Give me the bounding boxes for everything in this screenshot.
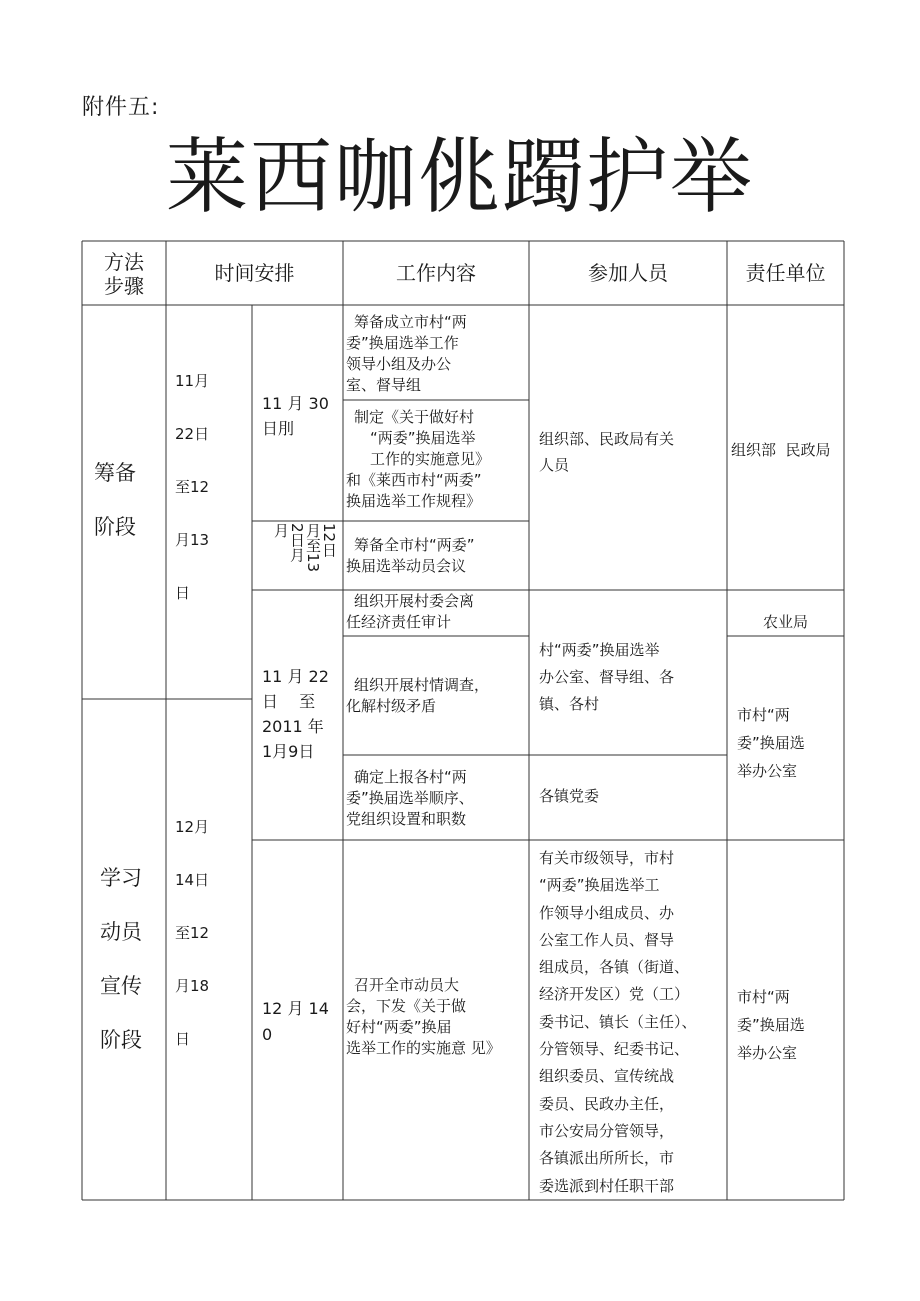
header-content: 工作内容: [396, 261, 476, 285]
participants-cell-2: [539, 637, 725, 718]
content-line: 筹备成立市村“两: [354, 313, 467, 331]
time-line: 0: [262, 1025, 273, 1044]
content-line: 组织开展村情调查，: [354, 676, 490, 694]
responsible-line: 举办公室: [737, 762, 798, 780]
time-cell-1: [262, 391, 329, 441]
header-responsible: 责任单位: [745, 261, 826, 285]
participant-line: 委选派到村任职干部: [539, 1176, 675, 1195]
time-line: 1月9日: [262, 742, 315, 761]
participant-line: 组成员，各镇（街道、: [539, 958, 690, 977]
header-method: [82, 250, 166, 298]
time-line: 日刖: [262, 419, 295, 438]
stage-2-line: 阶段: [100, 1028, 142, 1052]
content-line: 好村“两委”换届: [346, 1018, 452, 1036]
content-cell-2: [346, 407, 528, 512]
content-line: 党组织设置和职数: [346, 810, 467, 828]
content-line: 委”换届选举顺序、: [346, 789, 474, 807]
time-line: 2日月: [288, 523, 306, 563]
participant-line: 组织部、民政局有关: [539, 430, 675, 448]
page-title: 莱西咖佻躅护举: [165, 130, 754, 225]
range-line: 月18: [175, 977, 210, 995]
range-line: 12月: [175, 818, 210, 836]
responsible-cell-2: 农业局: [762, 613, 808, 631]
time-cell-4: [262, 996, 329, 1048]
range-line: 11月: [175, 372, 210, 390]
content-line: 换届选举动员会议: [346, 557, 467, 575]
participant-line: 各镇党委: [539, 787, 600, 805]
stage-1-name: [94, 446, 136, 554]
time-cell-2: [257, 523, 337, 587]
stage-2-line: 学习: [100, 866, 142, 890]
content-line: 领导小组及办公: [346, 355, 452, 373]
content-line: 选举工作的实施意 见》: [346, 1039, 501, 1057]
content-line: 确定上报各村“两: [354, 768, 467, 786]
content-line: 和《莱西市村“两委”: [346, 471, 482, 489]
responsible-line: 委”换届选: [737, 1016, 805, 1034]
time-line: 12 月 14: [262, 999, 329, 1018]
participant-line: 公室工作人员、督导: [539, 930, 675, 949]
participant-line: 委员、民政办主任，: [539, 1094, 675, 1113]
participant-line: 各镇派出所所长，市: [539, 1149, 675, 1168]
participant-line: 分管领导、纪委书记、: [539, 1040, 690, 1059]
attachment-label: 附件五:: [82, 95, 160, 120]
participant-line: 村“两委”换届选举: [539, 641, 660, 659]
range-line: 22日: [175, 425, 210, 443]
content-line: 化解村级矛盾: [346, 697, 437, 715]
time-line: 月: [272, 523, 290, 538]
participant-line: 办公室、督导组、各: [539, 668, 675, 686]
content-cell-1: [346, 312, 526, 396]
participants-cell-3: [539, 786, 725, 807]
content-cell-7: [346, 975, 528, 1059]
content-line: 筹备全市村“两委”: [354, 536, 475, 554]
time-line: 日 至: [262, 692, 316, 711]
range-line: 14日: [175, 871, 210, 889]
time-line: 11 月 22: [262, 667, 329, 686]
content-line: 任经济责任审计: [346, 613, 452, 631]
stage-1-line: 阶段: [94, 515, 136, 539]
content-line: 换届选举工作规程》: [346, 492, 482, 510]
content-cell-6: [346, 767, 526, 830]
header-method-line2: 步骤: [104, 274, 144, 298]
time-line: 2011 年: [262, 717, 324, 736]
participants-cell-4: [539, 845, 727, 1200]
responsible-cell-1: 组织部 民政局: [731, 441, 831, 459]
content-line: 召开全市动员大: [354, 976, 460, 994]
participant-line: 经济开发区）党（工）: [539, 985, 690, 1004]
time-line: 月至13: [304, 523, 322, 573]
stage-1-range: [175, 355, 209, 620]
range-line: 至12: [175, 478, 210, 496]
responsible-line: 市村“两: [737, 988, 790, 1006]
participant-line: 委书记、镇长（主任）、: [539, 1012, 697, 1031]
content-cell-3: [346, 535, 526, 577]
participants-cell-1: [539, 426, 725, 478]
stage-2-name: [100, 851, 142, 1067]
content-line: 室、督导组: [346, 376, 422, 394]
content-cell-4: [346, 591, 526, 633]
stage-2-line: 动员: [100, 920, 142, 944]
participant-line: 组织委员、宣传统战: [539, 1067, 675, 1086]
content-line: “两委”换届选举: [370, 429, 476, 447]
content-line: 工作的实施意见》: [370, 450, 491, 468]
time-line: 12日: [320, 523, 338, 558]
stage-2-line: 宣传: [100, 974, 142, 998]
content-line: 会，下发《关于做: [346, 997, 467, 1015]
header-method-line1: 方法: [104, 250, 144, 274]
range-line: 日: [175, 1030, 191, 1048]
responsible-line: 市村“两: [737, 706, 790, 724]
participant-line: 作领导小组成员、办: [539, 903, 675, 922]
content-line: 制定《关于做好村: [354, 408, 475, 426]
header-participants: 参加人员: [588, 261, 668, 285]
time-cell-3: [262, 664, 338, 764]
participant-line: 人员: [539, 456, 570, 474]
stage-1-line: 筹备: [94, 461, 136, 485]
responsible-line: 委”换届选: [737, 734, 805, 752]
header-time: 时间安排: [214, 261, 295, 285]
participant-line: 镇、各村: [539, 695, 600, 713]
responsible-cell-3: [737, 701, 842, 785]
content-line: 委”换届选举工作: [346, 334, 459, 352]
responsible-line: 举办公室: [737, 1044, 798, 1062]
content-cell-5: [346, 675, 528, 717]
range-line: 月13: [175, 531, 210, 549]
range-line: 至12: [175, 924, 210, 942]
participant-line: 市公安局分管领导，: [539, 1121, 675, 1140]
stage-2-range: [175, 801, 209, 1066]
participant-line: 有关市级领导，市村: [539, 849, 675, 867]
time-line: 11 月 30: [262, 394, 329, 413]
responsible-cell-4: [737, 983, 842, 1067]
content-line: 组织开展村委会离: [354, 592, 475, 610]
participant-line: “两委”换届选举工: [539, 876, 660, 895]
range-line: 日: [175, 584, 191, 602]
